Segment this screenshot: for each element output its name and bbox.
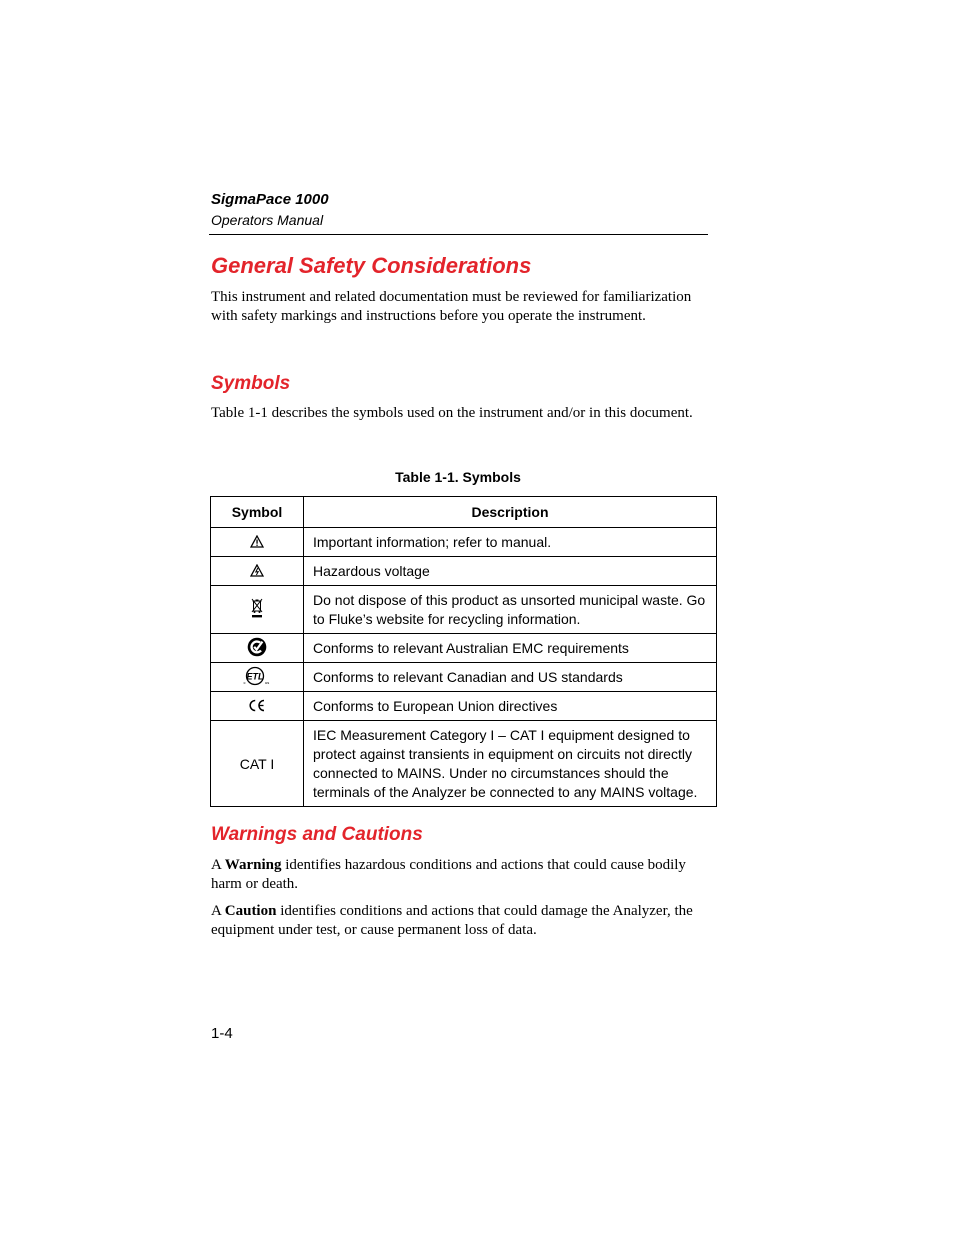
symbol-cell [211, 634, 304, 663]
manual-subtitle: Operators Manual [211, 212, 324, 228]
column-header-symbol: Symbol [211, 497, 304, 528]
etl-listed-icon [242, 666, 272, 689]
symbols-intro: Table 1-1 describes the symbols used on the instrument and/or in this document. [211, 405, 693, 421]
caution-term: Caution [224, 903, 277, 919]
warning-text: identifies hazardous conditions and actions that could cause bodily harm or death. [211, 857, 686, 892]
description-cell: Hazardous voltage [304, 557, 717, 586]
table-row [211, 692, 717, 721]
caution-triangle-icon [250, 535, 264, 551]
warning-prefix: A [211, 857, 225, 873]
svg-text:ETL: ETL [246, 671, 264, 681]
svg-text:c: c [243, 679, 246, 685]
warning-definition [211, 856, 711, 894]
column-header-description: Description [304, 497, 717, 528]
description-cell: Conforms to European Union directives [304, 692, 717, 721]
symbols-heading: Symbols [211, 373, 291, 394]
warning-term: Warning [224, 857, 282, 873]
weee-crossed-bin-icon [250, 597, 264, 622]
description-cell: Conforms to relevant Canadian and US standards [304, 663, 717, 692]
table-row [211, 557, 717, 586]
table-row [211, 634, 717, 663]
symbols-table [210, 496, 717, 807]
table-row [211, 663, 717, 692]
description-cell: Important information; refer to manual. [304, 528, 717, 557]
table-header-row [211, 497, 717, 528]
symbol-cell [211, 692, 304, 721]
warnings-heading: Warnings and Cautions [211, 824, 423, 845]
symbol-cell [211, 586, 304, 634]
caution-prefix: A [211, 903, 225, 919]
symbol-cell [211, 663, 304, 692]
ce-mark-icon [248, 699, 266, 715]
caution-definition [211, 902, 711, 940]
caution-text: identifies conditions and actions that could damage the Analyzer, the equipment under test, or cause permanent loss of data. [211, 903, 693, 938]
c-tick-icon [247, 637, 267, 660]
section-intro: This instrument and related documentation must be reviewed for familiarization with safety markings and instructions before you operate the instrument. [211, 289, 692, 324]
table-row [211, 528, 717, 557]
symbol-cell-cat-i: CAT I [211, 721, 304, 807]
header-divider [209, 234, 708, 235]
description-cell: Conforms to relevant Australian EMC requirements [304, 634, 717, 663]
symbol-cell [211, 528, 304, 557]
table-row [211, 721, 717, 807]
description-cell: Do not dispose of this product as unsorted municipal waste. Go to Fluke’s website for recycling information. [304, 586, 717, 634]
page-number: 1-4 [211, 1025, 233, 1042]
description-cell: IEC Measurement Category I – CAT I equipment designed to protect against transients in equipment on circuits not directly connected to MAINS. Under no circumstances should the terminals of the Analyzer be connected to any MAINS voltage. [304, 721, 717, 807]
svg-text:us: us [265, 679, 270, 685]
hazardous-voltage-icon [250, 564, 264, 580]
table-caption: Table 1-1. Symbols [395, 469, 521, 485]
section-title: General Safety Considerations [211, 253, 532, 278]
manual-product-title: SigmaPace 1000 [211, 191, 329, 208]
symbol-cell [211, 557, 304, 586]
table-row [211, 586, 717, 634]
